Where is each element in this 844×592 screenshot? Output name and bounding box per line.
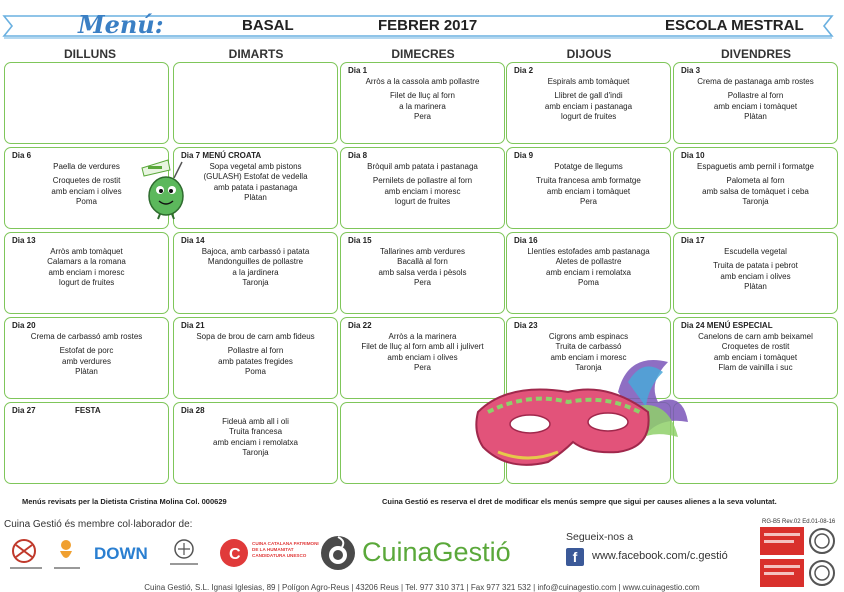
day-label: Dia 24 MENÚ ESPECIAL bbox=[681, 321, 773, 330]
dish-item: Bròquil amb patata i pastanaga bbox=[367, 162, 478, 171]
partner-logos-icon bbox=[4, 535, 324, 577]
day-label: Dia 28 bbox=[181, 406, 205, 415]
company-address: Cuina Gestió, S.L. Ignasi Iglesias, 89 | Polígon Agro-Reus | 43206 Reus | Tel. 977 310 371 | Fax 977 321 532 | info@cuinagestio.com | www.cuinagestio.com bbox=[144, 583, 700, 592]
dish-list bbox=[341, 77, 504, 123]
dish-list bbox=[174, 417, 337, 459]
day-cell bbox=[173, 147, 338, 229]
partner-down-icon bbox=[94, 544, 148, 563]
dish-list bbox=[674, 247, 837, 293]
dish-item: (GULASH) Estofat de vedella bbox=[203, 172, 308, 182]
dish-item: Plàtan bbox=[744, 282, 767, 292]
dish-item: Pernilets de pollastre al forn bbox=[372, 176, 473, 186]
dish-item: Cigrons amb espinacs bbox=[548, 332, 629, 341]
dish-item: Poma bbox=[578, 278, 599, 288]
dish-item: amb enciam i moresc bbox=[48, 267, 125, 277]
dish-item: amb salsa de tomàquet i ceba bbox=[702, 186, 809, 196]
dish-list bbox=[174, 247, 337, 289]
facebook-icon[interactable]: f bbox=[566, 548, 584, 566]
partner-cuina-catalana-icon bbox=[220, 539, 324, 577]
weekday-wednesday: DIMECRES bbox=[391, 47, 455, 61]
dish-item: amb enciam i remolatxa bbox=[546, 267, 631, 277]
dish-item: Iogurt de fruites bbox=[58, 278, 115, 288]
day-label: Dia 20 bbox=[12, 321, 36, 330]
follow-label: Segueix-nos a bbox=[566, 531, 634, 543]
day-cell bbox=[673, 62, 838, 144]
dish-item: Sopa vegetal amb pistons bbox=[209, 162, 302, 171]
dish-list bbox=[174, 162, 337, 204]
dish-item: Pera bbox=[580, 197, 597, 207]
dish-item: Pera bbox=[414, 278, 431, 288]
school-name: ESCOLA MESTRAL bbox=[665, 17, 804, 34]
partner-2-icon bbox=[54, 540, 80, 569]
dish-list bbox=[5, 332, 168, 378]
dish-item: Estofat de porc bbox=[59, 346, 114, 356]
day-cell bbox=[4, 232, 169, 314]
dish-item: Llibret de gall d'indi bbox=[554, 91, 623, 101]
cert-code: RG-B5 Rev.02 Ed.01-08-16 bbox=[762, 519, 836, 525]
dish-item: Croquetes de rostit bbox=[52, 176, 121, 186]
dish-item: amb verdures bbox=[62, 356, 111, 366]
dish-item: Bajoca, amb carbassó i patata bbox=[201, 247, 310, 256]
dish-item: Plàtan bbox=[75, 367, 98, 377]
day-cell bbox=[673, 232, 838, 314]
day-cell bbox=[4, 62, 169, 144]
day-label: Dia 23 bbox=[514, 321, 538, 330]
dish-item: Bacallà al forn bbox=[397, 257, 448, 267]
dish-item: Mandonguilles de pollastre bbox=[207, 257, 304, 267]
dish-item: Espirals amb tomàquet bbox=[547, 77, 630, 86]
day-label: Dia 3 bbox=[681, 66, 701, 75]
day-label: Dia 6 bbox=[12, 151, 32, 160]
dish-list bbox=[341, 162, 504, 208]
dish-item: amb enciam i remolatxa bbox=[213, 437, 298, 447]
day-cell bbox=[173, 317, 338, 399]
disclaimer-note: Cuina Gestió es reserva el dret de modificar els menús sempre que sigui per causes alienes a la seva voluntat. bbox=[382, 497, 777, 506]
day-cell bbox=[4, 402, 169, 484]
down-text: DOWN bbox=[94, 544, 148, 563]
members-label: Cuina Gestió és membre col·laborador de: bbox=[4, 519, 193, 530]
day-label: Dia 10 bbox=[681, 151, 705, 160]
dish-item: Paella de verdures bbox=[53, 162, 120, 171]
dish-item: Croquetes de rostit bbox=[721, 342, 790, 352]
day-label: Dia 14 bbox=[181, 236, 205, 245]
day-label: Dia 8 bbox=[348, 151, 368, 160]
dish-item: amb patata i pastanaga bbox=[213, 182, 298, 192]
diet-type: BASAL bbox=[242, 17, 294, 34]
menu-logo: Menú: bbox=[78, 10, 164, 39]
partner-logos bbox=[4, 535, 324, 577]
day-label: Dia 13 bbox=[12, 236, 36, 245]
dish-item: amb enciam i tomàquet bbox=[713, 352, 798, 362]
iso-certificate-icon bbox=[760, 527, 840, 555]
day-label: Dia 1 bbox=[348, 66, 368, 75]
dish-item: amb salsa verda i pèsols bbox=[378, 267, 467, 277]
dish-item: a la jardinera bbox=[232, 267, 279, 277]
dish-item: Filet de lluç al forn bbox=[390, 91, 455, 101]
dish-list bbox=[674, 162, 837, 208]
croatia-mascot-icon bbox=[138, 158, 188, 220]
day-cell bbox=[4, 317, 169, 399]
day-label: Dia 22 bbox=[348, 321, 372, 330]
day-label: Dia 2 bbox=[514, 66, 534, 75]
dish-item: Aletes de pollastre bbox=[555, 257, 622, 267]
day-label: Dia 27 bbox=[12, 406, 36, 415]
dish-item: amb enciam i tomàquet bbox=[546, 186, 631, 196]
dish-item: Canelons de carn amb beixamel bbox=[698, 332, 813, 341]
dish-item: Taronja bbox=[242, 448, 269, 458]
partner-3-icon bbox=[170, 540, 198, 565]
weekday-tuesday: DIMARTS bbox=[228, 47, 284, 61]
day-cell bbox=[340, 147, 505, 229]
dish-item: amb patates fregides bbox=[218, 356, 293, 366]
day-label: Dia 21 bbox=[181, 321, 205, 330]
dish-list bbox=[341, 247, 504, 289]
day-cell bbox=[506, 147, 671, 229]
weekday-thursday: DIJOUS bbox=[566, 47, 612, 61]
dish-item: Arròs a la cassola amb pollastre bbox=[365, 77, 480, 86]
dietitian-note: Menús revisats per la Dietista Cristina Molina Col. 000629 bbox=[22, 497, 227, 506]
dish-item: Sopa de brou de carn amb fideus bbox=[196, 332, 315, 341]
weekday-monday: DILLUNS bbox=[64, 47, 116, 61]
dish-list bbox=[174, 332, 337, 378]
dish-list bbox=[507, 77, 670, 123]
dish-list bbox=[674, 77, 837, 123]
dish-item: Escudella vegetal bbox=[724, 247, 787, 256]
dish-item: Calamars a la romana bbox=[47, 257, 126, 267]
month-title: FEBRER 2017 bbox=[378, 17, 478, 34]
dish-item: Pera bbox=[414, 363, 431, 373]
dish-list bbox=[5, 247, 168, 289]
dish-item: Truita francesa bbox=[228, 427, 283, 437]
dish-item: Espaguetis amb pernil i formatge bbox=[697, 162, 814, 171]
dish-item: amb enciam i olives bbox=[720, 271, 791, 281]
dish-item: Truita de carbassó bbox=[555, 342, 622, 352]
dish-item: amb enciam i tomàquet bbox=[713, 101, 798, 111]
dish-item: Plàtan bbox=[244, 193, 267, 203]
day-cell bbox=[173, 232, 338, 314]
dish-item: Pollastre al forn bbox=[227, 346, 284, 356]
partner-1-icon bbox=[10, 540, 42, 569]
day-cell bbox=[173, 402, 338, 484]
day-cell bbox=[506, 62, 671, 144]
dish-list bbox=[507, 162, 670, 208]
facebook-link[interactable]: www.facebook.com/c.gestió bbox=[592, 550, 728, 562]
dish-item: Taronja bbox=[575, 363, 602, 373]
dish-item: Truita de patata i pebrot bbox=[713, 261, 798, 271]
dish-item: Filet de lluç al forn amb all i julivert bbox=[361, 342, 484, 352]
day-cell bbox=[340, 62, 505, 144]
dish-item: amb enciam i moresc bbox=[384, 186, 461, 196]
dish-item: Crema de pastanaga amb rostes bbox=[697, 77, 814, 86]
dish-item: Pera bbox=[414, 112, 431, 122]
dish-item: Truita francesa amb formatge bbox=[536, 176, 641, 186]
holiday-label: FESTA bbox=[75, 406, 101, 415]
svg-text:C: C bbox=[229, 546, 241, 563]
brand-name: CuinaGestió bbox=[362, 537, 511, 567]
dish-item: Poma bbox=[76, 197, 97, 207]
dish-item: Palometa al forn bbox=[726, 176, 785, 186]
cuinagestio-brand[interactable] bbox=[318, 533, 518, 573]
weekday-friday: DIVENDRES bbox=[720, 47, 791, 61]
dish-item: a la marinera bbox=[399, 101, 446, 111]
day-cell bbox=[673, 147, 838, 229]
dish-item: Iogurt de fruites bbox=[560, 112, 617, 122]
dish-list bbox=[674, 332, 837, 374]
dish-item: amb enciam i moresc bbox=[550, 352, 627, 362]
dish-item: Potatge de llegums bbox=[554, 162, 623, 171]
dish-item: Fideuà amb all i oli bbox=[222, 417, 289, 426]
dish-item: Plàtan bbox=[744, 112, 767, 122]
dish-item: amb enciam i olives bbox=[387, 352, 458, 362]
day-label: Dia 16 bbox=[514, 236, 538, 245]
dish-item: Pollastre al forn bbox=[727, 91, 784, 101]
dish-item: Arròs amb tomàquet bbox=[50, 247, 123, 256]
dish-item: Tallarines amb verdures bbox=[380, 247, 465, 256]
cuina-catalana-text: CUINA CATALANA PATRIMONI DE LA HUMANITAT CANDIDATURA UNESCO bbox=[252, 541, 319, 558]
day-label: Dia 15 bbox=[348, 236, 372, 245]
cuinagestio-logo-icon bbox=[318, 533, 358, 573]
day-cell bbox=[173, 62, 338, 144]
dish-item: Poma bbox=[245, 367, 266, 377]
dish-item: Flam de vainilla i suc bbox=[718, 363, 793, 373]
dish-item: Crema de carbassó amb rostes bbox=[30, 332, 143, 341]
day-cell bbox=[673, 317, 838, 399]
day-label: Dia 9 bbox=[514, 151, 534, 160]
dish-item: Taronja bbox=[742, 197, 769, 207]
dish-item: Taronja bbox=[242, 278, 269, 288]
day-cell bbox=[673, 402, 838, 484]
day-cell bbox=[340, 232, 505, 314]
dish-item: Llentíes estofades amb pastanaga bbox=[527, 247, 650, 256]
day-cell bbox=[506, 232, 671, 314]
day-label: Dia 17 bbox=[681, 236, 705, 245]
dish-list bbox=[507, 247, 670, 289]
day-label: Dia 7 MENÚ CROATA bbox=[181, 151, 262, 160]
dish-item: Arròs a la marinera bbox=[388, 332, 457, 341]
dish-item: amb enciam i pastanaga bbox=[544, 101, 633, 111]
dish-item: amb enciam i olives bbox=[51, 186, 122, 196]
carnival-mask-icon bbox=[468, 352, 690, 488]
dish-item: Iogurt de fruites bbox=[394, 197, 451, 207]
